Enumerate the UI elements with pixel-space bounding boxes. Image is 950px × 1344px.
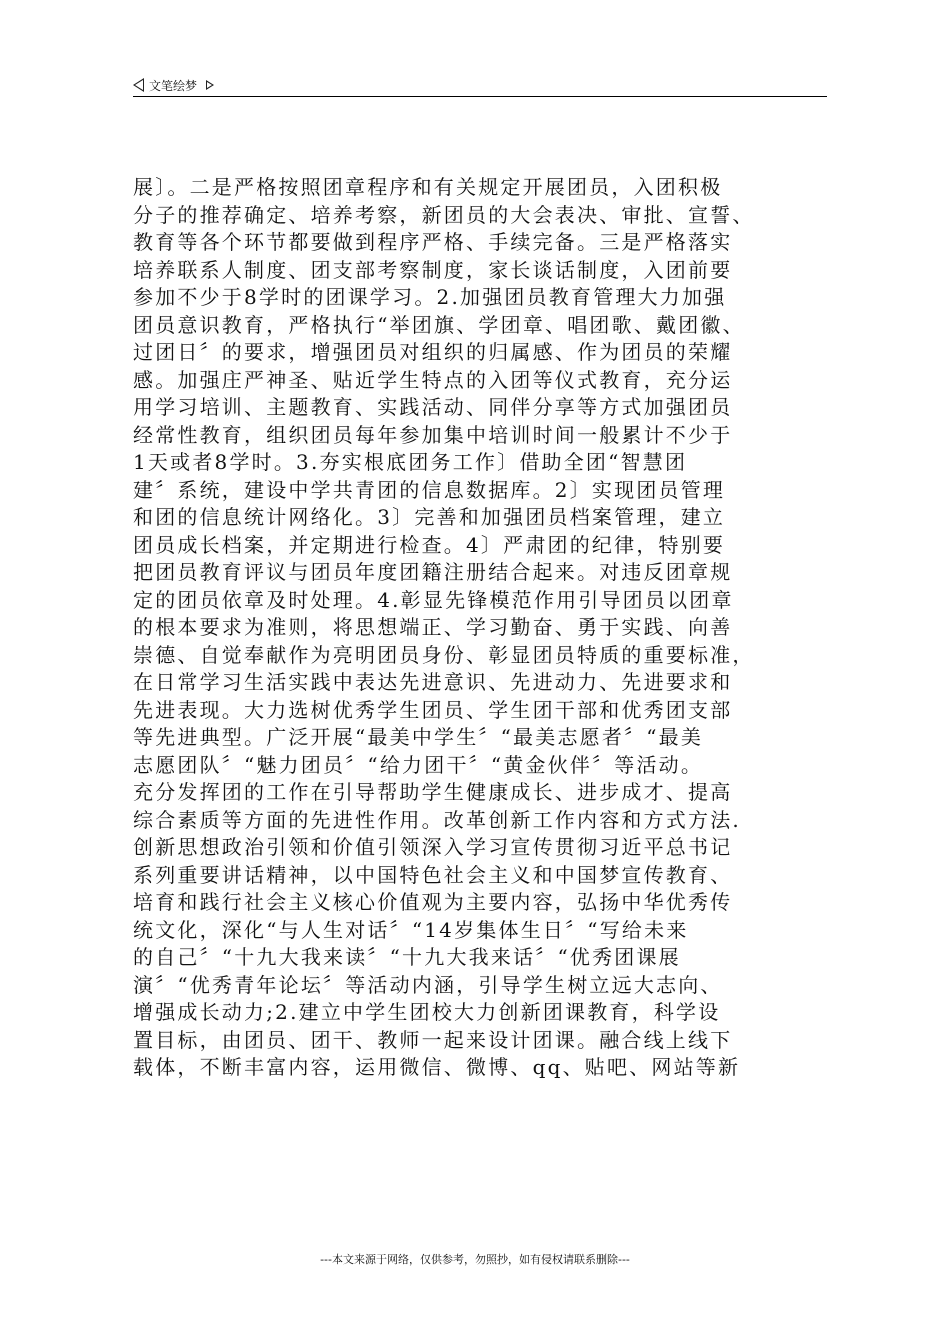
triangle-right-icon (206, 80, 214, 90)
page-header (133, 75, 827, 97)
document-body: 展〕。二是严格按照团章程序和有关规定开展团员，入团积极 分子的推荐确定、培养考察，新团员的大会表决、审批、宣誓、 教育等各个环节都要做到程序严格、手续完备。三是严格落实 培养联系人制度、团支部考察制度，家长谈话制度，入团前要 参加不少于8学时的团课学习。2.加强团员教育管理大力加强 团员意识教育，严格执行“举团旗、学团章、唱团歌、戴团徽、 过团日〞的要求，增强团员对组织的归属感、作为团员的荣耀 感。加强庄严神圣、贴近学生特点的入团等仪式教育，充分运 用学习培训、主题教育、实践活动、同伴分享等方式加强团员 经常性教育，组织团员每年参加集中培训时间一般累计不少于 1天或者8学时。3.夯实根底团务工作〕借助全团“智慧团 建〞系统，建设中学共青团的信息数据库。2〕实现团员管理 和团的信息统计网络化。3〕完善和加强团员档案管理，建立 团员成长档案，并定期进行检查。4〕严肃团的纪律，特别要 把团员教育评议与团员年度团籍注册结合起来。对违反团章规 定的团员依章及时处理。4.彰显先锋模范作用引导团员以团章 的根本要求为准则，将思想端正、学习勤奋、勇于实践、向善 崇德、自觉奉献作为亮明团员身份、彰显团员特质的重要标准， 在日常学习生活实践中表达先进意识、先进动力、先进要求和 先进表现。大力选树优秀学生团员、学生团干部和优秀团支部 等先进典型。广泛开展“最美中学生〞“最美志愿者〞“最美 志愿团队〞“魅力团员〞“给力团干〞“黄金伙伴〞等活动。 充分发挥团的工作在引导帮助学生健康成长、进步成才、提高 综合素质等方面的先进性作用。改革创新工作内容和方式方法. 创新思想政治引领和价值引领深入学习宣传贯彻习近平总书记 系列重要讲话精神，以中国特色社会主义和中国梦宣传教育、 培育和践行社会主义核心价值观为主要内容，弘扬中华优秀传 统文化，深化“与人生对话〞“14岁集体生日〞“写给未来 的自己〞“十九大我来读〞“十九大我来话〞“优秀团课展 演〞“优秀青年论坛〞等活动内涵，引导学生树立远大志向、 增强成长动力;2.建立中学生团校大力创新团课教育，科学设 置目标，由团员、团干、教师一起来设计团课。融合线上线下 载体，不断丰富内容，运用微信、微博、qq、贴吧、网站等新 (133, 175, 755, 1079)
brand (133, 75, 214, 95)
brand-title: 文笔绘梦 (149, 78, 198, 93)
triangle-left-icon (133, 78, 144, 92)
page-footer: ---本文来源于网络，仅供参考，勿照抄，如有侵权请联系删除--- (320, 1253, 630, 1266)
